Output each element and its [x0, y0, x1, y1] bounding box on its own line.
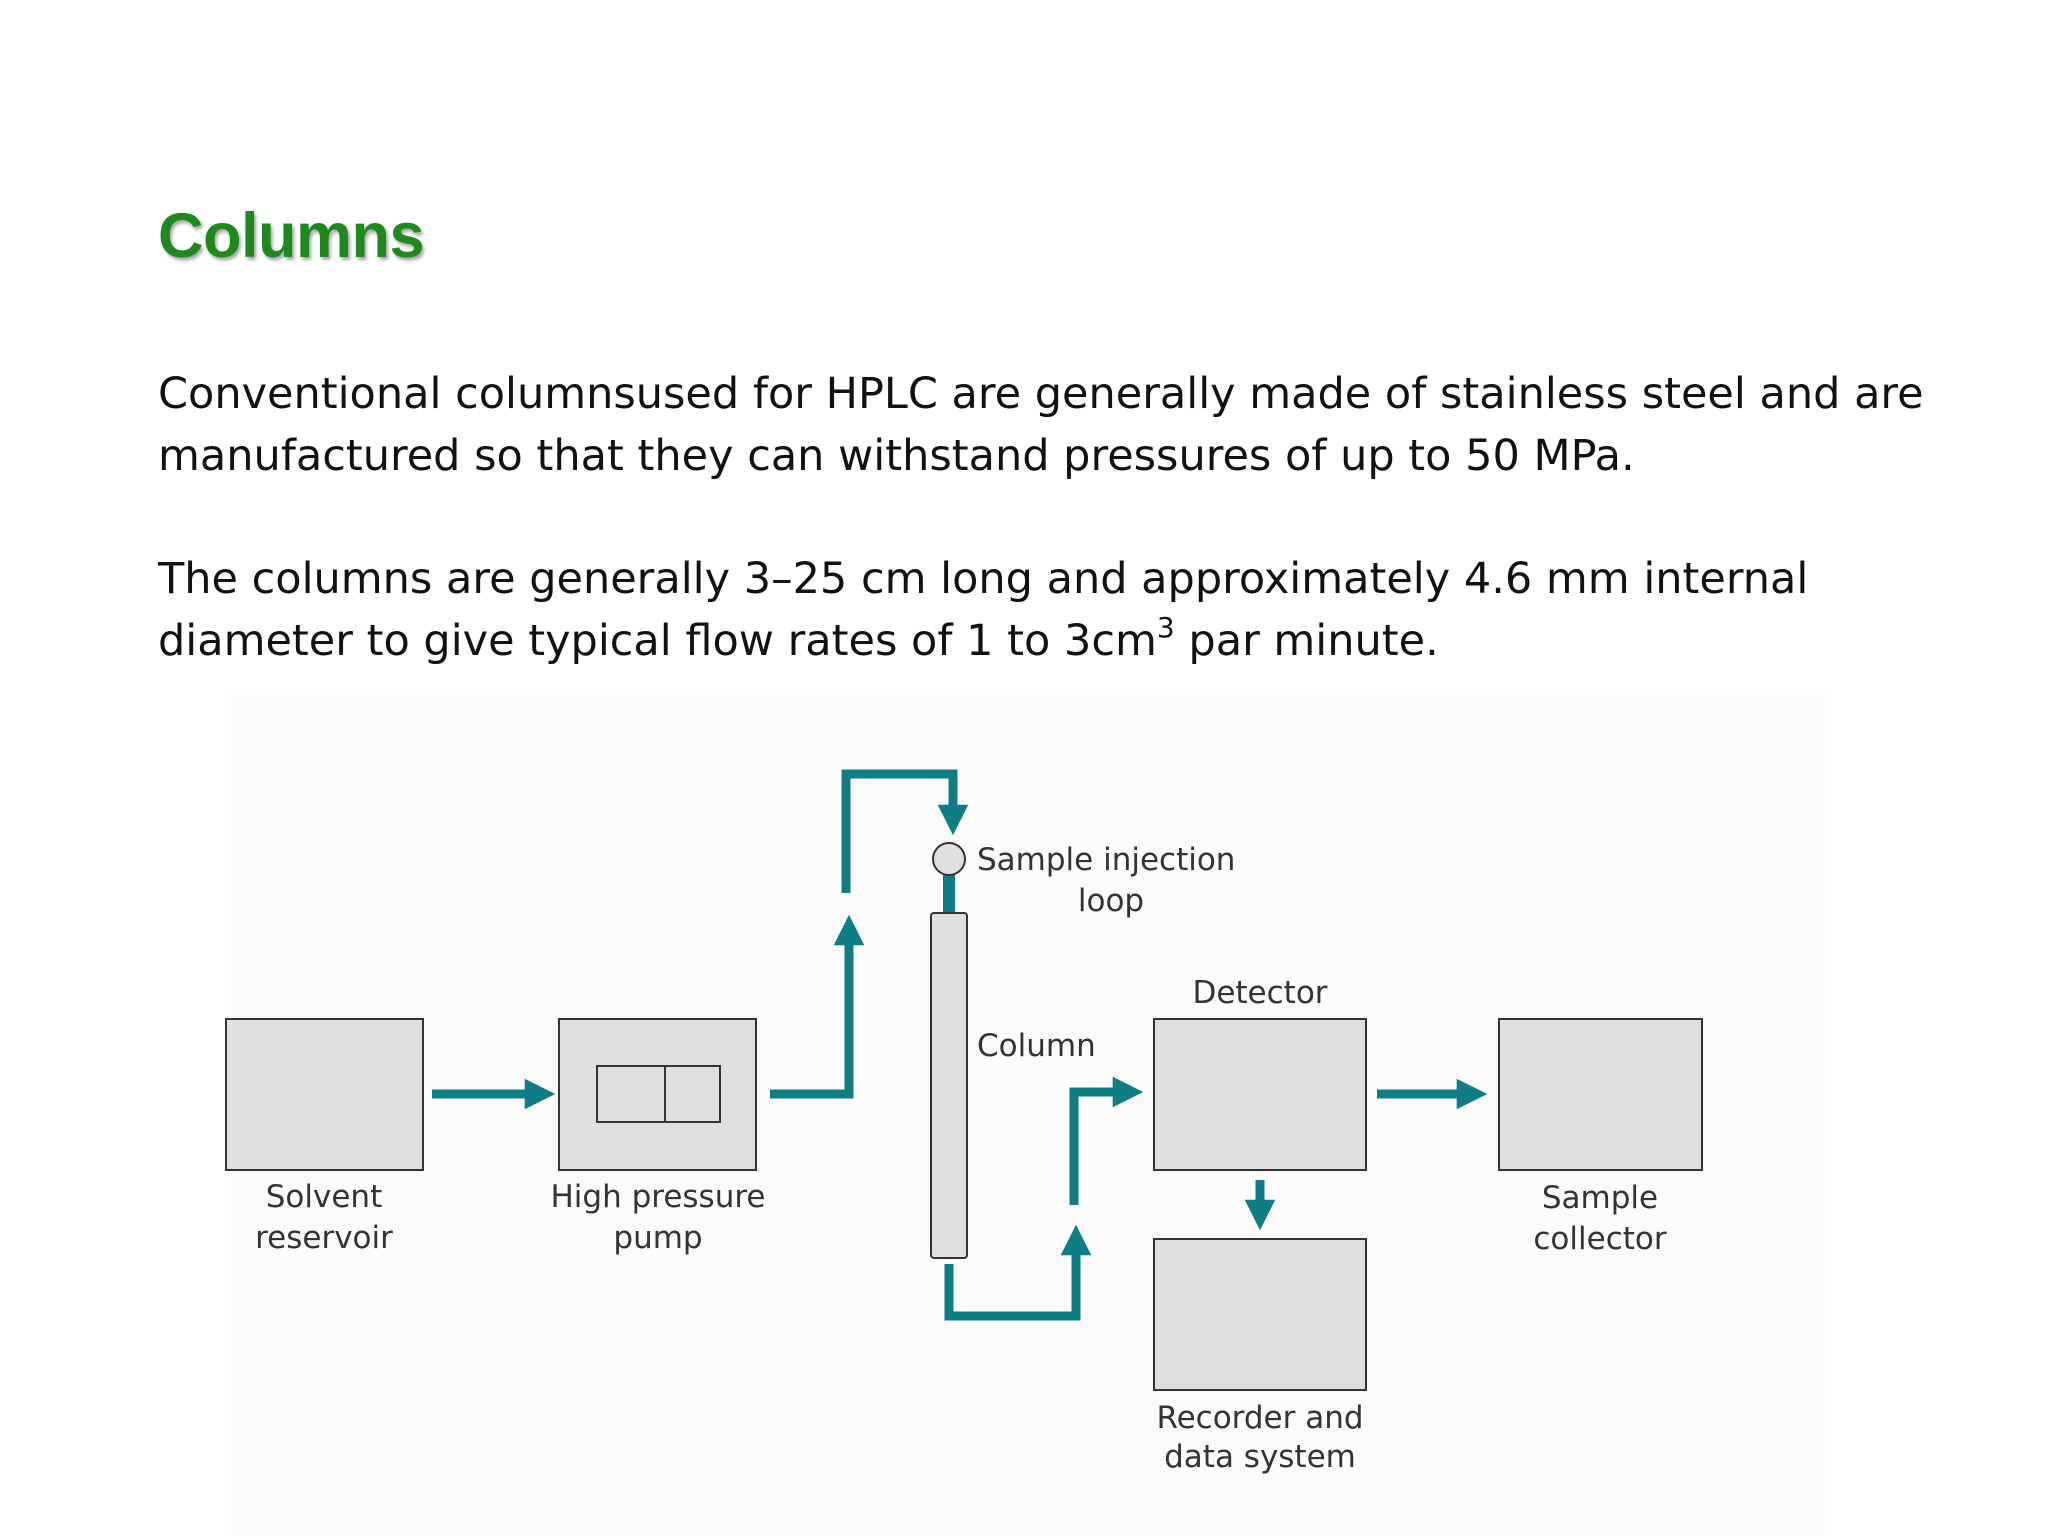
paragraph1-line2: manufactured so that they can withstand pressures of up to 50 MPa. — [158, 431, 1635, 481]
detector-box — [1154, 1019, 1366, 1170]
injection-label-2: loop — [1077, 883, 1145, 919]
column-tube — [931, 913, 967, 1258]
recorder-label-2: data system — [1164, 1439, 1356, 1475]
pump-label-2: pump — [613, 1220, 703, 1256]
recorder-label-1: Recorder and — [1156, 1400, 1364, 1436]
paragraph2-line2-post: par minute. — [1174, 616, 1439, 666]
pump-chamber-left — [597, 1066, 665, 1122]
slide-title: Columns — [158, 201, 425, 271]
sample-injection-loop-icon — [933, 843, 965, 875]
pump-chamber-right — [665, 1066, 720, 1122]
sample-collector-box — [1499, 1019, 1702, 1170]
injection-label-1: Sample injection — [977, 842, 1236, 878]
collector-label-2: collector — [1533, 1221, 1667, 1257]
paragraph2-line1: The columns are generally 3–25 cm long and approximately 4.6 mm internal — [158, 554, 1809, 604]
column-label: Column — [977, 1028, 1096, 1064]
superscript-3: 3 — [1156, 611, 1175, 644]
solvent-reservoir-label-1: Solvent — [265, 1179, 383, 1215]
solvent-reservoir-box — [226, 1019, 423, 1170]
paragraph2-line2-pre: diameter to give typical flow rates of 1 to 3cm — [158, 616, 1157, 666]
recorder-box — [1154, 1239, 1366, 1390]
collector-label-1: Sample — [1541, 1180, 1659, 1216]
paragraph1-line1: Conventional columnsused for HPLC are generally made of stainless steel and are — [158, 369, 1924, 419]
solvent-reservoir-label-2: reservoir — [255, 1220, 393, 1256]
pump-label-1: High pressure — [550, 1179, 766, 1215]
detector-label: Detector — [1192, 975, 1328, 1011]
